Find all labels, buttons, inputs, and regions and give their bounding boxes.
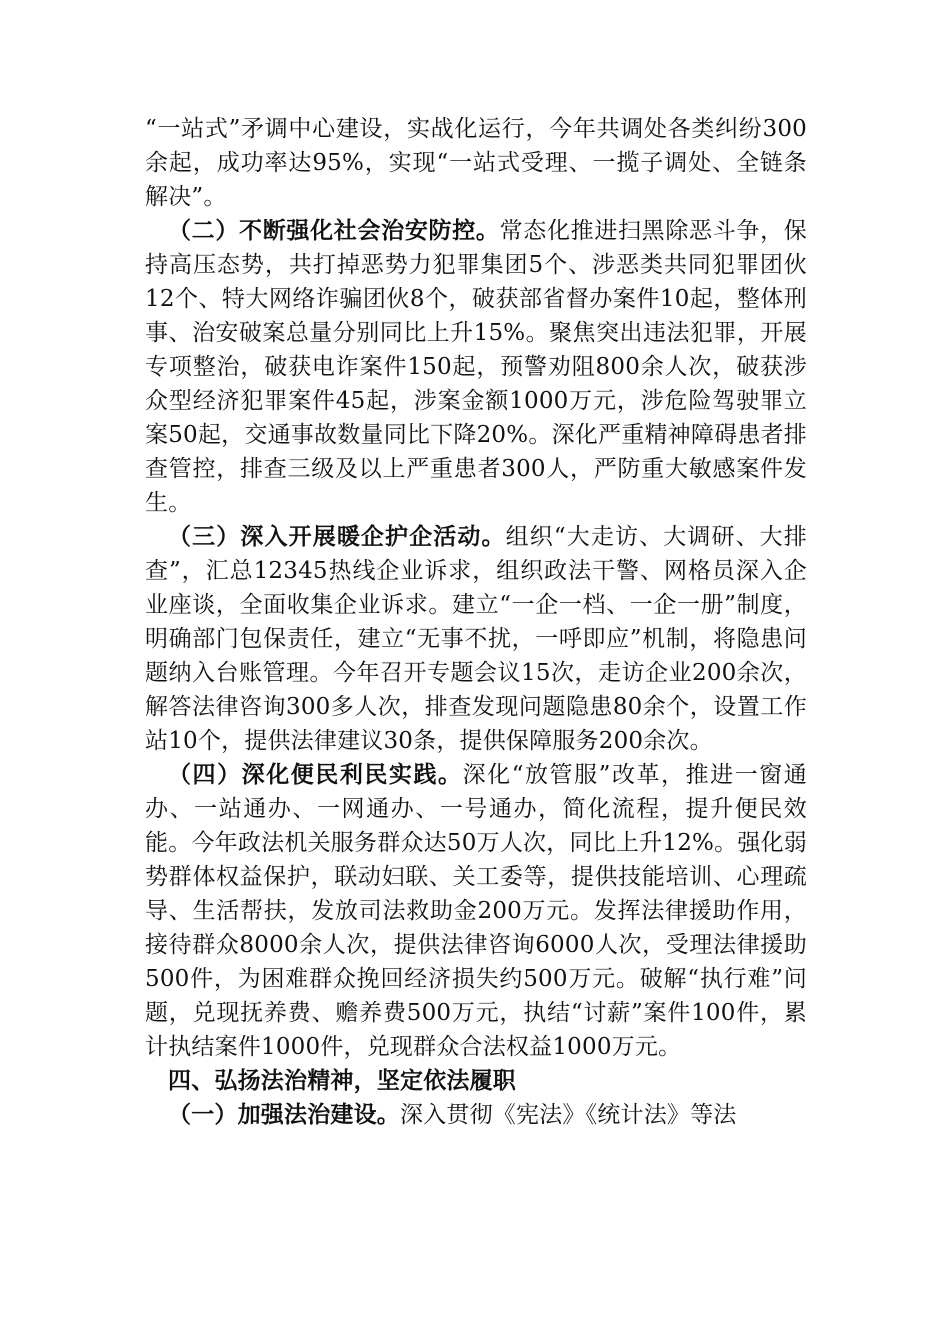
paragraph-4-text: 深化“放管服”改革，推进一窗通办、一站通办、一网通办、一号通办，简化流程，提升便民效能。今年政法机关服务群众达50万人次，同比上升12%。强化弱势群体权益保护，联动妇联、关工委等，提供技能培训、心理疏导、生活帮扶，发放司法救助金200万元。发挥法律援助作用，接待群众8000余人次，提供法律咨询6000人次，受理法律援助500件，为困难群众挽回经济损失约500万元。破解“执行难”问题，兑现抚养费、赡养费500万元，执结“讨薪”案件100件，累计执结案件1000件，兑现群众合法权益1000万元。 — [145, 762, 807, 1060]
section-heading: 四、弘扬法治精神，坚定依法履职 — [168, 1068, 516, 1094]
paragraph-5-lead: （一）加强法治建设。 — [168, 1102, 400, 1128]
paragraph-5-text: 深入贯彻《宪法》《统计法》等法 — [400, 1102, 737, 1128]
paragraph-2-lead: （二）不断强化社会治安防控。 — [168, 218, 500, 244]
paragraph-1-text: “一站式”矛调中心建设，实战化运行，今年共调处各类纠纷300余起，成功率达95%，实现“一站式受理、一揽子调处、全链条解决”。 — [145, 116, 807, 210]
paragraph-3-text: 组织“大走访、大调研、大排查”，汇总12345热线企业诉求，组织政法干警、网格员深入企业座谈，全面收集企业诉求。建立“一企一档、一企一册”制度，明确部门包保责任，建立“无事不扰，一呼即应”机制，将隐患问题纳入台账管理。今年召开专题会议15次，走访企业200余次，解答法律咨询300多人次，排查发现问题隐患80余个，设置工作站10个，提供法律建议30条，提供保障服务200余次。 — [145, 524, 807, 754]
paragraph-4-lead: （四）深化便民利民实践。 — [168, 762, 463, 788]
document-page — [145, 112, 807, 1132]
paragraph-2 — [145, 214, 807, 520]
paragraph-1 — [145, 112, 807, 214]
paragraph-2-text: 常态化推进扫黑除恶斗争，保持高压态势，共打掉恶势力犯罪集团5个、涉恶类共同犯罪团伙12个、特大网络诈骗团伙8个，破获部省督办案件10起，整体刑事、治安破案总量分别同比上升15%。聚焦突出违法犯罪，开展专项整治，破获电诈案件150起，预警劝阻800余人次，破获涉众型经济犯罪案件45起，涉案金额1000万元，涉危险驾驶罪立案50起，交通事故数量同比下降20%。深化严重精神障碍患者排查管控，排查三级及以上严重患者300人，严防重大敏感案件发生。 — [145, 218, 807, 516]
paragraph-3-lead: （三）深入开展暖企护企活动。 — [168, 524, 506, 550]
paragraph-4 — [145, 758, 807, 1064]
paragraph-5 — [145, 1098, 807, 1132]
paragraph-3 — [145, 520, 807, 758]
